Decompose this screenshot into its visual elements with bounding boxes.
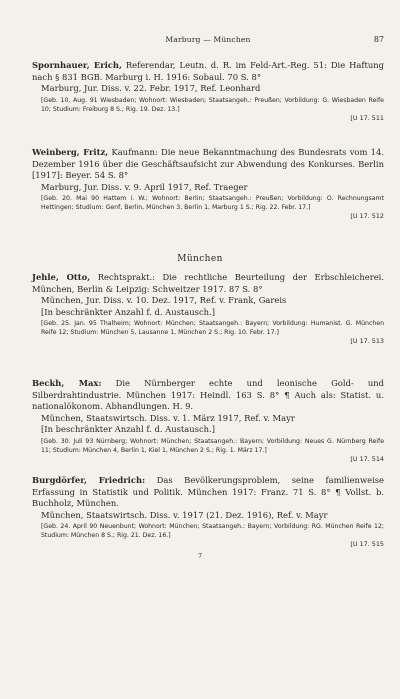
shelf-mark: [U 17. 513 <box>350 337 384 346</box>
catalog-entry <box>32 147 384 221</box>
running-head: Marburg — München <box>165 35 251 44</box>
entry-heading <box>32 147 384 182</box>
dissertation-line: Marburg, Jur. Diss. v. 22. Febr. 1917, Ref. Leonhard <box>41 83 261 94</box>
exchange-note: [In beschränkter Anzahl f. d. Austausch.] <box>41 424 215 435</box>
author-name: Beckh, Max: <box>32 378 102 388</box>
biographical-note: [Geb. 24. April 90 Neuenbunt; Wohnort: München; Staatsangeh.: Bayern; Vorbildung: RG. München Reife 12; Studium: München 8 S.; Rig. 21. Dez. 16.] <box>41 523 384 540</box>
entry-title: Kaufmann: Die neue Bekanntmachung des Bundesrats vom 14. Dezember 1916 über die Geschäftsaufsicht zur Abwendung des Konkurses. Berlin [1917]: Beyer. 54 S. 8° <box>32 147 385 181</box>
entry-title: Referendar, Leutn. d. R. im Feld-Art.-Reg. 51: Die Haftung nach § 831 BGB. Marburg i. H. 1916: Sobaul. 70 S. 8° <box>32 60 385 82</box>
shelf-mark: [U 17. 511 <box>350 113 384 122</box>
page-number: 87 <box>373 35 384 44</box>
shelf-mark: [U 17. 514 <box>350 454 384 463</box>
entry-title: Rechtsprakt.: Die rechtliche Beurteilung der Erbschleicherei. München, Berlin & Leipzig: Schweitzer 1917. 87 S. 8° <box>32 272 384 294</box>
entry-title: Das Bevölkerungsproblem, seine familienweise Erfassung in Statistik und Politik. München 1917: Franz. 71 S. 8° ¶ Vollst. b. Buchholz, München. <box>32 475 384 509</box>
biographical-note: [Geb. 20. Mai 90 Hattem i. W.; Wohnort: Berlin; Staatsangeh.: Preußen; Vorbildung: O. Rechnungsamt Hettingen; Studium: Genf, Berlin, München 3, Berlin 1, Marburg 1 S.; Rig. 22. Febr. 17.] <box>41 195 384 212</box>
catalog-entry <box>32 378 384 464</box>
exchange-note: [In beschränkter Anzahl f. d. Austausch.] <box>41 306 215 317</box>
biographical-note: [Geb. 25. Jan. 95 Thalheim; Wohnort: München; Staatsangeh.: Bayern; Vorbildung: Humanist. G. München Reife 12; Studium: München 5, Lausanne 1, München 2 S.; Rig. 10. Febr. 17.] <box>41 320 384 337</box>
catalog-entry <box>32 272 384 346</box>
shelf-mark: [U 17. 512 <box>350 212 384 221</box>
page-header <box>32 34 384 48</box>
dissertation-line: München, Staatswirtsch. Diss. v. 1. März 1917, Ref. v. Mayr <box>41 412 295 423</box>
dissertation-line: München, Jur. Diss. v. 10. Dez. 1917, Ref. v. Frank, Gareis <box>41 295 287 306</box>
entry-heading <box>32 272 384 295</box>
dissertation-line: München, Staatswirtsch. Diss. v. 1917 (21. Dez. 1916), Ref. v. Mayr <box>41 509 328 520</box>
entry-heading <box>32 475 384 510</box>
entry-title: Die Nürnberger echte und leonische Gold- und Silberdrahtindustrie. München 1917: Heindl. 163 S. 8° ¶ Auch als: Statist. u. nationalökonom. Abhandlungen. H. 9. <box>32 378 384 412</box>
author-name: Burgdörfer, Friedrich: <box>32 475 146 485</box>
shelf-mark: [U 17. 515 <box>350 540 384 549</box>
entry-heading <box>32 60 384 83</box>
author-name: Spornhauer, Erich, <box>32 60 122 70</box>
biographical-note: [Geb. 10. Aug. 91 Wiesbaden; Wohnort: Wiesbaden; Staatsangeh.: Preußen; Vorbildung: G. Wiesbaden Reife 10; Studium: Freiburg 8 S.; Rig. 19. Dez. 13.] <box>41 96 384 113</box>
biographical-note: [Geb. 30. Juli 93 Nürnberg; Wohnort: München; Staatsangeh.: Bayern; Vorbildung: Neues G. Nürnberg Reife 11; Studium: München 4, Berlin 1, Kiel 1, München 2 S.; Rig. 1. März 17.] <box>41 437 384 454</box>
author-name: Jehle, Otto, <box>32 272 91 282</box>
catalog-entry <box>32 475 384 549</box>
catalog-entry <box>32 60 384 123</box>
dissertation-line: Marburg, Jur. Diss. v. 9. April 1917, Ref. Traeger <box>41 181 248 192</box>
author-name: Weinberg, Fritz, <box>32 147 109 157</box>
signature-mark: 7 <box>198 553 202 560</box>
section-title: München <box>177 254 223 264</box>
entry-heading <box>32 378 384 413</box>
